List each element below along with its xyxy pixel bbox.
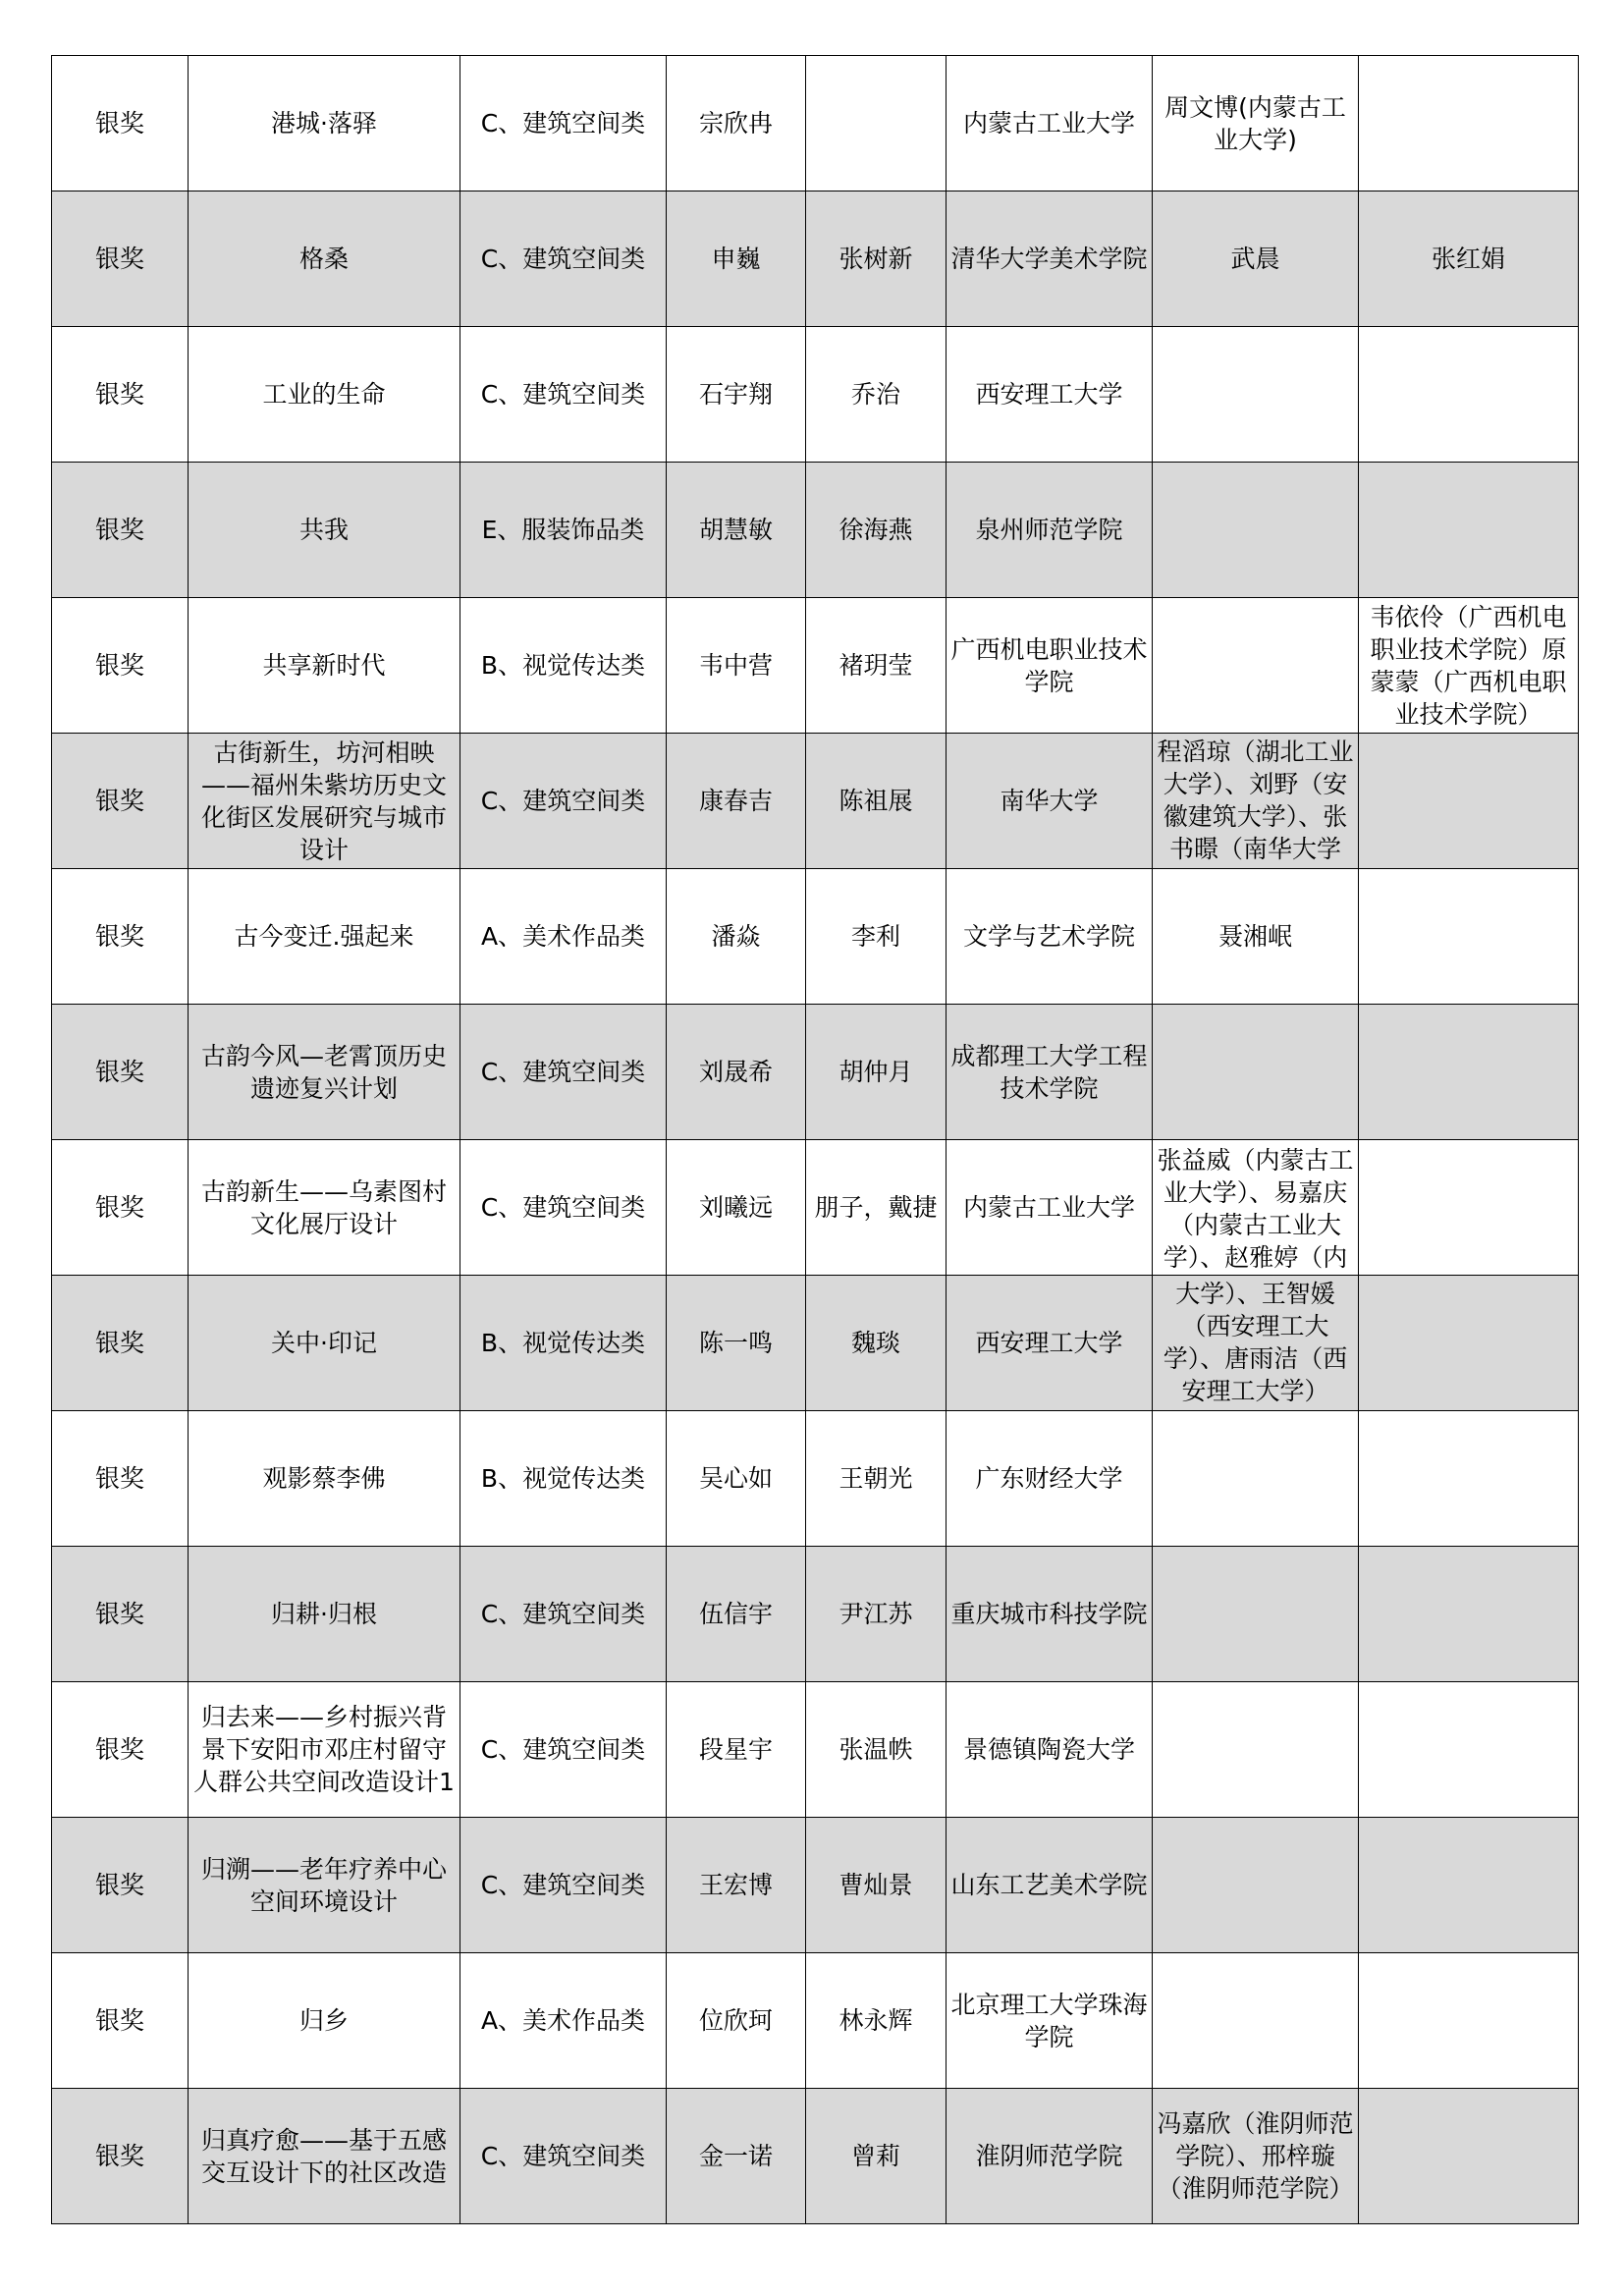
cell-coauthor [806,734,947,869]
cell-text: 古今变迁.强起来 [234,922,414,951]
cell-text: 格桑 [298,245,349,273]
cell-title [189,1411,460,1547]
cell-text: 大学）、王智媛（西安理工大学）、唐雨洁（西安理工大学） [1163,1279,1348,1405]
cell-text: 潘焱 [711,922,761,951]
cell-text: 石宇翔 [698,380,773,409]
cell-text: 刘晟希 [698,1058,773,1086]
cell-author [667,734,806,869]
table-row [52,327,1579,463]
table-row [52,2089,1579,2224]
cell-text: 古韵今风—老霄顶历史遗迹复兴计划 [200,1041,447,1103]
cell-advisor [1153,2089,1359,2224]
cell-category [460,869,667,1005]
cell-text: 周文博(内蒙古工业大学) [1164,92,1346,154]
cell-text: 银奖 [94,1058,144,1086]
cell-text: 曹灿景 [839,1871,913,1899]
cell-title [189,1682,460,1818]
cell-award [52,1953,189,2089]
table-row [52,869,1579,1005]
cell-text: 山东工艺美术学院 [950,1871,1148,1899]
cell-coauthor [806,598,947,734]
cell-text: 银奖 [94,1193,144,1222]
cell-text: 宗欣冉 [698,109,773,137]
cell-text: 归乡 [298,2006,349,2035]
cell-text: 西安理工大学 [975,1329,1123,1357]
cell-title [189,56,460,191]
cell-text: 王朝光 [839,1464,913,1493]
cell-school [947,1276,1153,1411]
cell-other [1359,1547,1579,1682]
cell-title [189,1276,460,1411]
cell-text: 古街新生，坊河相映——福州朱紫坊历史文化街区发展研究与城市设计 [200,738,447,864]
cell-text: C、建筑空间类 [480,1193,646,1222]
cell-title [189,869,460,1005]
cell-award [52,191,189,327]
cell-text: 段星宇 [698,1735,773,1764]
cell-text: 银奖 [94,651,144,680]
table-row [52,734,1579,869]
cell-school [947,1818,1153,1953]
cell-author [667,1682,806,1818]
cell-text: 韦依伶（广西机电职业技术学院）原蒙蒙（广西机电职业技术学院） [1370,602,1567,729]
cell-category [460,56,667,191]
cell-award [52,2089,189,2224]
table-row [52,1953,1579,2089]
cell-text: 淮阴师范学院 [975,2142,1123,2170]
cell-category [460,734,667,869]
cell-advisor [1153,327,1359,463]
table-row [52,1682,1579,1818]
cell-other [1359,1953,1579,2089]
cell-coauthor [806,1682,947,1818]
cell-text: 冯嘉欣（淮阴师范学院）、邢梓璇（淮阴师范学院） [1157,2109,1354,2203]
cell-school [947,463,1153,598]
cell-category [460,1818,667,1953]
cell-other [1359,56,1579,191]
cell-text: 清华大学美术学院 [950,245,1148,273]
cell-category [460,2089,667,2224]
cell-title [189,463,460,598]
cell-text: 西安理工大学 [975,380,1123,409]
cell-text: 南华大学 [1000,787,1099,815]
cell-school [947,1411,1153,1547]
cell-coauthor [806,2089,947,2224]
cell-coauthor [806,327,947,463]
cell-school [947,1953,1153,2089]
cell-text: 褚玥莹 [839,651,913,680]
cell-coauthor [806,463,947,598]
cell-text: 武晨 [1230,245,1280,273]
cell-text: 北京理工大学珠海学院 [950,1990,1148,2051]
cell-advisor [1153,869,1359,1005]
cell-award [52,463,189,598]
cell-coauthor [806,1005,947,1140]
cell-advisor [1153,1276,1359,1411]
cell-school [947,1140,1153,1276]
cell-text: 关中·印记 [271,1329,377,1357]
cell-text: 归真疗愈——基于五感交互设计下的社区改造 [200,2125,447,2187]
cell-advisor [1153,1953,1359,2089]
cell-text: 港城·落驿 [271,109,377,137]
cell-title [189,2089,460,2224]
cell-other [1359,1005,1579,1140]
cell-text: 伍信宇 [698,1600,773,1628]
cell-title [189,1818,460,1953]
cell-school [947,869,1153,1005]
cell-award [52,327,189,463]
cell-advisor [1153,1140,1359,1276]
cell-advisor [1153,1547,1359,1682]
cell-text: 吴心如 [698,1464,773,1493]
cell-author [667,1547,806,1682]
cell-text: 林永辉 [839,2006,913,2035]
cell-text: 刘曦远 [698,1193,773,1222]
cell-title [189,1547,460,1682]
cell-text: 张树新 [839,245,913,273]
table-row [52,598,1579,734]
cell-text: 广西机电职业技术学院 [950,634,1148,696]
cell-text: A、美术作品类 [480,922,646,951]
cell-award [52,598,189,734]
cell-text: 成都理工大学工程技术学院 [950,1041,1148,1103]
cell-text: 银奖 [94,1464,144,1493]
cell-text: 银奖 [94,1735,144,1764]
cell-text: 韦中营 [698,651,773,680]
cell-advisor [1153,56,1359,191]
cell-text: 乔治 [850,380,900,409]
cell-text: 银奖 [94,2006,144,2035]
cell-text: 归去来——乡村振兴背景下安阳市邓庄村留守人群公共空间改造设计1 [193,1703,455,1796]
cell-award [52,1140,189,1276]
cell-text: A、美术作品类 [480,2006,646,2035]
cell-award [52,1547,189,1682]
cell-school [947,734,1153,869]
cell-title [189,327,460,463]
cell-title [189,191,460,327]
cell-text: 徐海燕 [839,516,913,544]
cell-author [667,191,806,327]
cell-title [189,734,460,869]
cell-category [460,1411,667,1547]
cell-text: B、视觉传达类 [480,1329,646,1357]
cell-text: 内蒙古工业大学 [962,1193,1135,1222]
cell-text: 尹江苏 [839,1600,913,1628]
cell-text: 共我 [298,516,349,544]
cell-text: 金一诺 [698,2142,773,2170]
table-row [52,191,1579,327]
cell-category [460,1547,667,1682]
cell-category [460,1682,667,1818]
cell-text: 重庆城市科技学院 [950,1600,1148,1628]
cell-school [947,2089,1153,2224]
cell-text: C、建筑空间类 [480,2142,646,2170]
table-row [52,1411,1579,1547]
cell-text: 银奖 [94,1600,144,1628]
cell-text: 朋子，戴捷 [814,1193,938,1222]
cell-category [460,191,667,327]
cell-school [947,1547,1153,1682]
cell-other [1359,1411,1579,1547]
cell-author [667,56,806,191]
cell-text: E、服装饰品类 [481,516,645,544]
cell-school [947,327,1153,463]
cell-text: 程滔琼（湖北工业大学）、刘野（安徽建筑大学）、张书暻（南华大学 [1157,737,1354,863]
cell-award [52,869,189,1005]
cell-text: 魏琰 [850,1329,900,1357]
cell-text: 陈一鸣 [698,1329,773,1357]
cell-advisor [1153,598,1359,734]
cell-text: 泉州师范学院 [975,516,1123,544]
table-row [52,463,1579,598]
cell-text: 王宏博 [698,1871,773,1899]
awards-table [51,55,1579,2224]
cell-text: 张温帙 [839,1735,913,1764]
cell-text: B、视觉传达类 [480,1464,646,1493]
cell-school [947,191,1153,327]
cell-award [52,734,189,869]
cell-category [460,327,667,463]
cell-award [52,1411,189,1547]
cell-text: 聂湘岷 [1217,922,1292,951]
cell-school [947,1682,1153,1818]
cell-school [947,1005,1153,1140]
cell-author [667,598,806,734]
cell-text: C、建筑空间类 [480,1600,646,1628]
table-row [52,1140,1579,1276]
cell-coauthor [806,1953,947,2089]
cell-advisor [1153,191,1359,327]
cell-award [52,1005,189,1140]
cell-coauthor [806,1276,947,1411]
cell-title [189,1953,460,2089]
cell-category [460,1953,667,2089]
table-row [52,1005,1579,1140]
cell-other [1359,1276,1579,1411]
cell-other [1359,734,1579,869]
cell-author [667,463,806,598]
cell-category [460,463,667,598]
cell-text: 银奖 [94,380,144,409]
cell-coauthor [806,1140,947,1276]
cell-advisor [1153,463,1359,598]
cell-award [52,56,189,191]
cell-text: 内蒙古工业大学 [962,109,1135,137]
cell-text: 银奖 [94,1871,144,1899]
cell-text: B、视觉传达类 [480,651,646,680]
cell-author [667,327,806,463]
cell-text: 归溯——老年疗养中心空间环境设计 [200,1854,447,1916]
cell-coauthor [806,191,947,327]
cell-text: 共享新时代 [262,651,386,680]
cell-text: 银奖 [94,2142,144,2170]
cell-text: 银奖 [94,245,144,273]
cell-award [52,1276,189,1411]
cell-text: 文学与艺术学院 [962,922,1135,951]
cell-author [667,1411,806,1547]
cell-school [947,598,1153,734]
cell-category [460,1276,667,1411]
cell-other [1359,1818,1579,1953]
cell-school [947,56,1153,191]
cell-other [1359,2089,1579,2224]
cell-other [1359,463,1579,598]
cell-text: 广东财经大学 [975,1464,1123,1493]
cell-text: 胡仲月 [839,1058,913,1086]
cell-text: C、建筑空间类 [480,109,646,137]
cell-author [667,2089,806,2224]
cell-text: 胡慧敏 [698,516,773,544]
cell-author [667,1005,806,1140]
cell-text: 曾莉 [850,2142,900,2170]
cell-text: 银奖 [94,516,144,544]
cell-author [667,1953,806,2089]
cell-category [460,598,667,734]
cell-other [1359,598,1579,734]
cell-text: 景德镇陶瓷大学 [962,1735,1135,1764]
cell-text: 位欣珂 [698,2006,773,2035]
cell-text: 康春吉 [698,787,773,815]
cell-text: 银奖 [94,787,144,815]
cell-title [189,1005,460,1140]
cell-advisor [1153,1411,1359,1547]
cell-award [52,1682,189,1818]
cell-text: 李利 [850,922,900,951]
cell-other [1359,191,1579,327]
cell-text: 银奖 [94,109,144,137]
cell-coauthor [806,56,947,191]
cell-text: C、建筑空间类 [480,1058,646,1086]
table-row [52,56,1579,191]
cell-text: 银奖 [94,922,144,951]
cell-author [667,1276,806,1411]
cell-text: 张红娟 [1431,245,1505,273]
cell-other [1359,1140,1579,1276]
cell-text: C、建筑空间类 [480,787,646,815]
cell-coauthor [806,1547,947,1682]
table-row [52,1818,1579,1953]
cell-text: C、建筑空间类 [480,245,646,273]
cell-author [667,1140,806,1276]
cell-text: 申巍 [711,245,761,273]
cell-text: 银奖 [94,1329,144,1357]
cell-advisor [1153,1005,1359,1140]
cell-category [460,1005,667,1140]
cell-coauthor [806,1818,947,1953]
table-row [52,1547,1579,1682]
cell-text: 归耕·归根 [271,1600,377,1628]
cell-text: 工业的生命 [262,380,386,409]
cell-award [52,1818,189,1953]
cell-category [460,1140,667,1276]
cell-text: C、建筑空间类 [480,1871,646,1899]
cell-title [189,1140,460,1276]
cell-coauthor [806,869,947,1005]
cell-author [667,1818,806,1953]
cell-advisor [1153,734,1359,869]
cell-coauthor [806,1411,947,1547]
cell-advisor [1153,1682,1359,1818]
cell-title [189,598,460,734]
cell-text: 观影蔡李佛 [262,1464,386,1493]
cell-text: C、建筑空间类 [480,1735,646,1764]
cell-text: 古韵新生——乌素图村文化展厅设计 [200,1176,447,1238]
cell-text: 陈祖展 [839,787,913,815]
cell-text: 张益威（内蒙古工业大学）、易嘉庆（内蒙古工业大学）、赵雅婷（内 [1157,1145,1354,1272]
cell-other [1359,869,1579,1005]
table-row [52,1276,1579,1411]
cell-advisor [1153,1818,1359,1953]
cell-other [1359,327,1579,463]
cell-author [667,869,806,1005]
cell-other [1359,1682,1579,1818]
cell-text: C、建筑空间类 [480,380,646,409]
